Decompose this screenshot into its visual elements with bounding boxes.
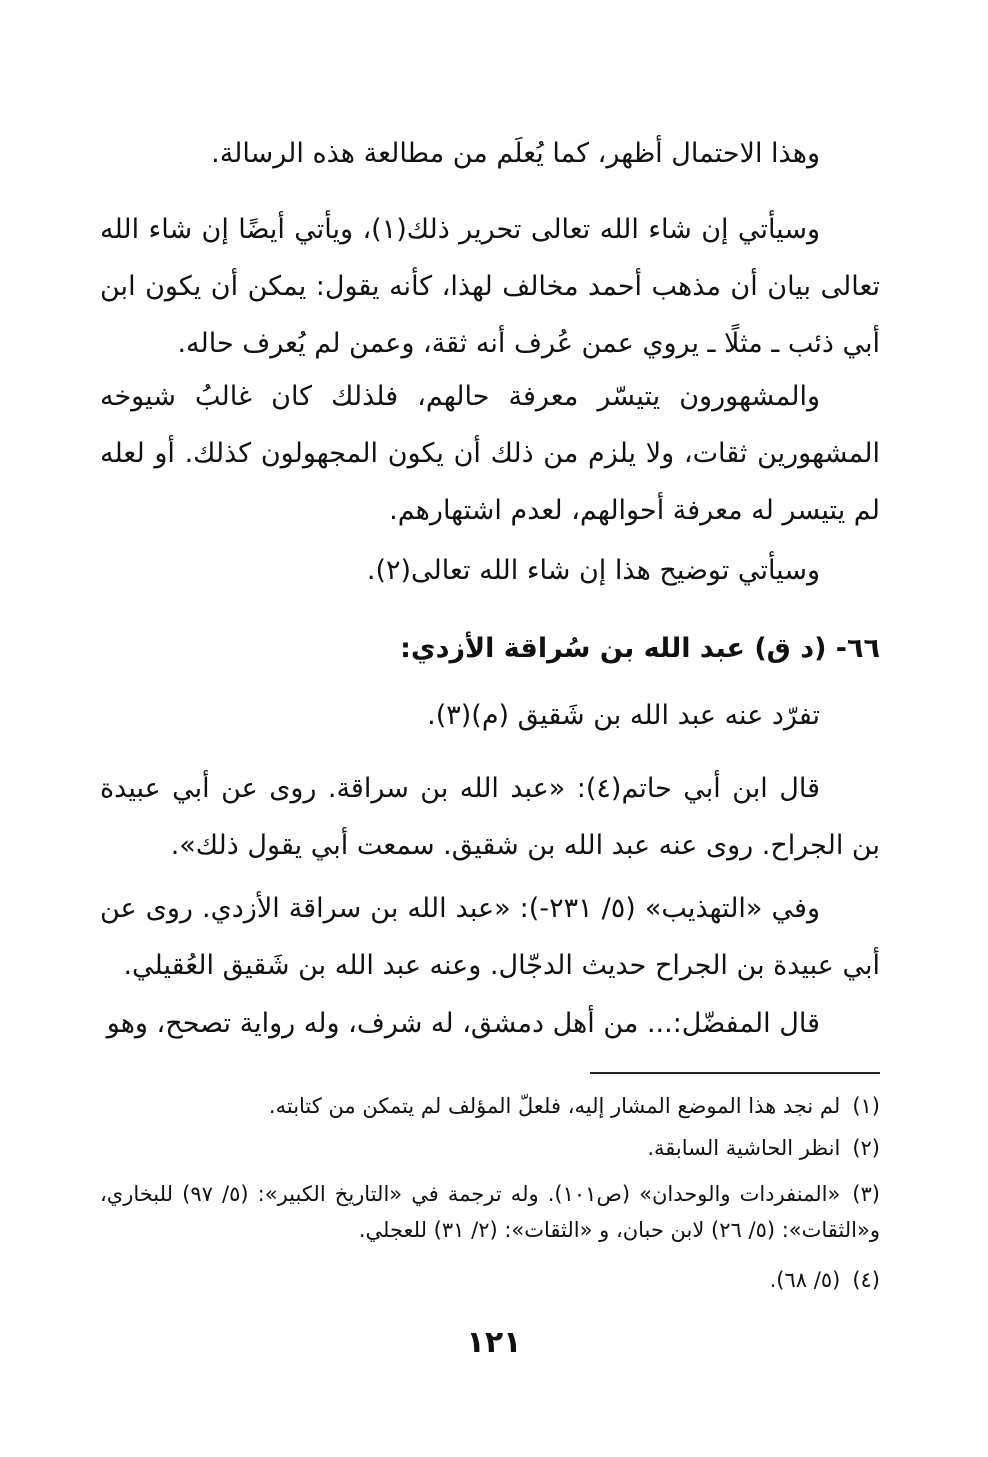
footnote-4 bbox=[100, 1262, 880, 1298]
paragraph-1: وهذا الاحتمال أظهر، كما يُعلَم من مطالعة هذه الرسالة. bbox=[211, 138, 820, 169]
footnote-number: (٣) bbox=[852, 1182, 880, 1206]
page-number: ١٢١ bbox=[466, 1325, 522, 1360]
footnote-1 bbox=[100, 1088, 880, 1124]
paragraph-7: وفي «التهذيب» (٥/ ٢٣١-): «عبد الله بن سراقة الأزدي. روى عن أبي عبيدة بن الجراح حديث الدجّال. وعنه عبد الله بن شَقيق العُقيلي. bbox=[100, 893, 880, 981]
paragraph-2: وسيأتي إن شاء الله تعالى تحرير ذلك(١)، ويأتي أيضًا إن شاء الله تعالى بيان أن مذهب أحمد مخالف لهذا، كأنه يقول: يمكن أن يكون ابن أبي ذئب ـ مثلًا ـ يروي عمن عُرف أنه ثقة، وعمن لم يُعرف حاله. bbox=[100, 214, 880, 359]
footnote-text: لم نجد هذا الموضع المشار إليه، فلعلّ المؤلف لم يتمكن من كتابته. bbox=[268, 1094, 841, 1118]
footnote-separator bbox=[590, 1072, 880, 1074]
paragraph-8: قال المفضّل:... من أهل دمشق، له شرف، وله رواية تصحح، وهو bbox=[106, 1008, 820, 1039]
footnote-number: (٤) bbox=[852, 1268, 880, 1292]
footnote-text: (٥/ ٦٨). bbox=[769, 1268, 841, 1292]
paragraph-4: وسيأتي توضيح هذا إن شاء الله تعالى(٢). bbox=[366, 555, 820, 586]
paragraph-5: تفرّد عنه عبد الله بن شَقيق (م)(٣). bbox=[427, 700, 820, 731]
footnote-text: انظر الحاشية السابقة. bbox=[647, 1136, 841, 1160]
paragraph-6: قال ابن أبي حاتم(٤): «عبد الله بن سراقة. روى عن أبي عبيدة بن الجراح. روى عنه عبد الله بن شقيق. سمعت أبي يقول ذلك». bbox=[100, 773, 880, 861]
footnote-2 bbox=[100, 1130, 880, 1166]
entry-heading: ٦٦- (د ق) عبد الله بن سُراقة الأزدي: bbox=[400, 633, 880, 664]
footnote-3 bbox=[100, 1176, 880, 1248]
footnote-number: (١) bbox=[852, 1094, 880, 1118]
footnote-number: (٢) bbox=[852, 1136, 880, 1160]
paragraph-3: والمشهورون يتيسّر معرفة حالهم، فلذلك كان غالبُ شيوخه المشهورين ثقات، ولا يلزم من ذلك أن يكون المجهولون كذلك. أو لعله لم يتيسر له معرفة أحوالهم، لعدم اشتهارهم. bbox=[100, 381, 880, 526]
footnote-text: «المنفردات والوحدان» (ص١٠١). وله ترجمة في «التاريخ الكبير»: (٥/ ٩٧) للبخاري، و«الثقات»: (٥/ ٢٦) لابن حبان، و «الثقات»: (٢/ ٣١) للعجلي. bbox=[100, 1182, 880, 1242]
